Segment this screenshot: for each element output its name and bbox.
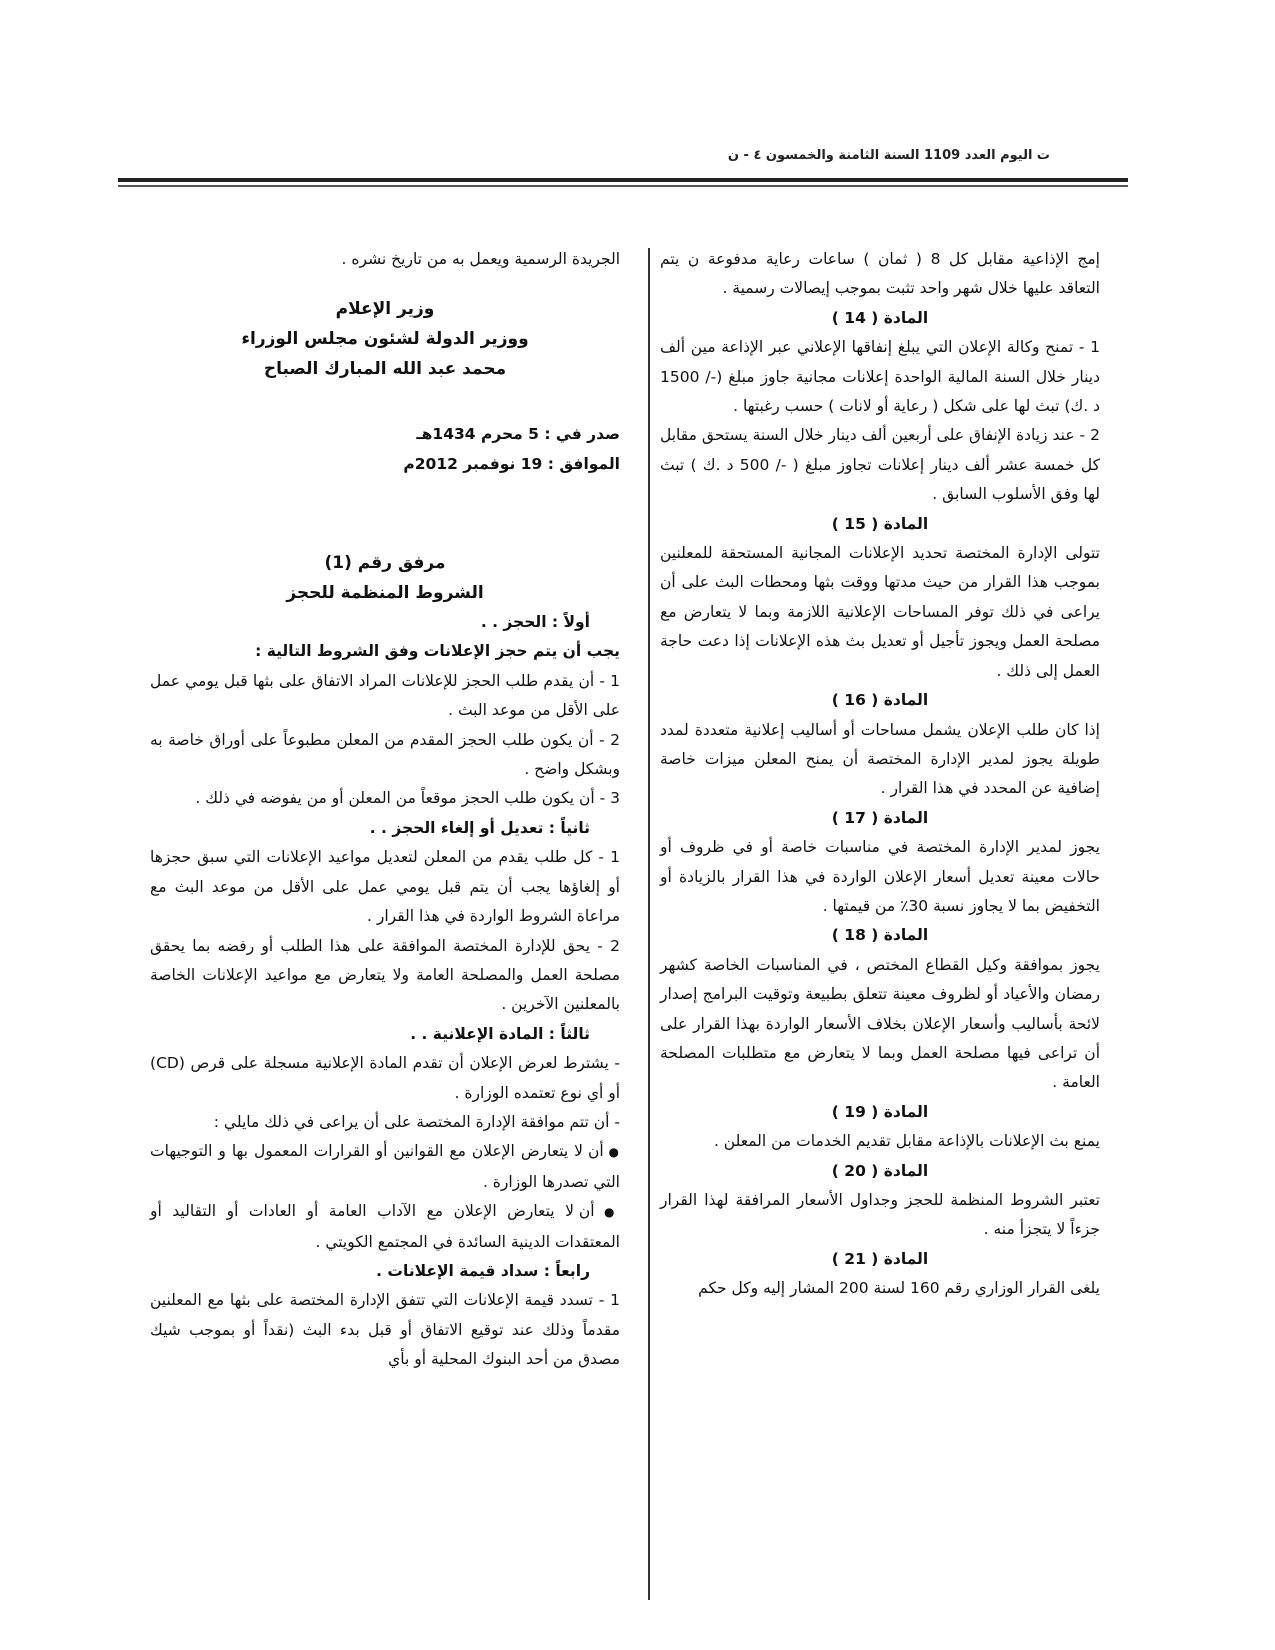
article-heading: المادة ( 18 ) xyxy=(831,926,929,945)
paragraph: - يشترط لعرض الإعلان أن تقدم المادة الإعلانية مسجلة على قرص (CD) أو أي نوع تعتمده الوزارة . xyxy=(150,1054,620,1102)
header-rule xyxy=(118,178,1128,182)
signature-line: محمد عبد الله المبارك الصباح xyxy=(263,359,507,380)
paragraph: يجوز لمدير الإدارة المختصة في مناسبات خاصة أو في ظروف أو حالات معينة تعديل أسعار الإعلان الواردة في هذا القرار بالزيادة أو التخفيض بما لا يجاوز نسبة 30٪ من قيمتها . xyxy=(660,838,1100,915)
header-rule-thin xyxy=(118,185,1128,187)
equivalent-date: الموافق : 19 نوفمبر 2012م xyxy=(403,454,620,473)
left-column xyxy=(150,245,620,1375)
paragraph: - أن تتم موافقة الإدارة المختصة على أن يراعى في ذلك مايلي : xyxy=(213,1112,620,1131)
section-heading: ثالثاً : المادة الإعلانية . . xyxy=(410,1024,590,1043)
paragraph: يمنع بث الإعلانات بالإذاعة مقابل تقديم الخدمات من المعلن . xyxy=(713,1132,1100,1151)
article-heading: المادة ( 15 ) xyxy=(831,514,929,533)
annex-number: مرفق رقم (1) xyxy=(324,553,446,574)
bullet-item: ● أن لا يتعارض الإعلان مع الآداب العامة أو العادات أو التقاليد أو المعتقدات الدينية السائدة في المجتمع الكويتي . xyxy=(150,1197,620,1257)
signature-line: ووزير الدولة لشئون مجلس الوزراء xyxy=(241,329,529,350)
bold-paragraph: يجب أن يتم حجز الإعلانات وفق الشروط التالية : xyxy=(255,642,620,661)
section-heading: رابعاً : سداد قيمة الإعلانات . xyxy=(376,1261,590,1280)
article-heading: المادة ( 21 ) xyxy=(831,1249,929,1268)
paragraph: إذا كان طلب الإعلان يشمل مساحات أو أساليب إعلانية متعددة لمدد طويلة يجوز لمدير الإدارة المختصة أن يمنح المعلن ميزات خاصة إضافية عن المحدد في هذا القرار . xyxy=(660,720,1100,798)
article-heading: المادة ( 20 ) xyxy=(831,1161,929,1180)
gazette-header: ت اليوم العدد 1109 السنة الثامنة والخمسون ٤ - ن xyxy=(727,148,1050,163)
signature-line: وزير الإعلام xyxy=(335,299,435,320)
paragraph: تعتبر الشروط المنظمة للحجز وجداول الأسعار المرافقة لهذا القرار جزءاً لا يتجزأ منه . xyxy=(660,1191,1100,1239)
right-column xyxy=(660,245,1100,1304)
paragraph: إمج الإذاعية مقابل كل 8 ( ثمان ) ساعات رعاية مدفوعة ن يتم التعاقد عليها خلال شهر واحد تثبت بموجب إيصالات رسمية . xyxy=(660,250,1100,298)
signature-block xyxy=(150,294,620,384)
paragraph: 1 - تسدد قيمة الإعلانات التي تتفق الإدارة المختصة على بثها مع المعلنين مقدماً وذلك عند توقيع الاتفاق أو قبل بدء البث (نقداً أو بموجب شيك مصدق من أحد البنوك المحلية أو بأي xyxy=(150,1291,620,1369)
column-divider xyxy=(648,248,650,1600)
article-heading: المادة ( 16 ) xyxy=(831,691,929,710)
article-heading: المادة ( 17 ) xyxy=(831,808,929,827)
annex-title xyxy=(150,549,620,608)
paragraph: يلغى القرار الوزاري رقم 160 لسنة 200 المشار إليه وكل حكم xyxy=(698,1279,1100,1298)
paragraph: 1 - تمنح وكالة الإعلان التي يبلغ إنفاقها الإعلاني عبر الإذاعة مين ألف دينار خلال السنة المالية الواحدة إعلانات مجانية جاوز مبلغ (-/ 1500 د .ك) تبث لها على شكل ( رعاية أو لانات ) حسب رغبتها . xyxy=(660,338,1100,416)
paragraph: 1 - أن يقدم طلب الحجز للإعلانات المراد الاتفاق على بثها قبل يومي عمل على الأقل من موعد البث . xyxy=(150,671,620,720)
issue-date: صدر في : 5 محرم 1434هـ xyxy=(416,425,620,444)
left-top-text: الجريدة الرسمية ويعمل به من تاريخ نشره . xyxy=(341,250,620,268)
article-heading: المادة ( 14 ) xyxy=(831,308,929,327)
article-heading: المادة ( 19 ) xyxy=(831,1102,929,1121)
paragraph: تتولى الإدارة المختصة تحديد الإعلانات المجانية المستحقة للمعلنين بموجب هذا القرار من حيث مدتها ووقت بثها ومحطات البث على أن يراعى في ذلك توفر المساحات الإعلانية اللازمة وبما لا يتعارض مع مصلحة العمل ويجوز تأجيل أو تعديل بث هذه الإعلانات إذا دعت حاجة العمل إلى ذلك . xyxy=(660,544,1100,680)
annex-body xyxy=(150,608,620,1375)
paragraph: 1 - كل طلب يقدم من المعلن لتعديل مواعيد الإعلانات التي سبق حجزها أو إلغاؤها يجب أن يتم قبل يومي عمل على الأقل من موعد البث مع مراعاة الشروط الواردة في هذا القرار . xyxy=(150,848,620,926)
paragraph: 2 - عند زيادة الإنفاق على أربعين ألف دينار خلال السنة يستحق مقابل كل خمسة عشر ألف دينار إعلانات تجاوز مبلغ ( -/ 500 د .ك ) تبث لها وفق الأسلوب السابق . xyxy=(660,426,1100,504)
paragraph: 2 - يحق للإدارة المختصة الموافقة على هذا الطلب أو رفضه بما يحقق مصلحة العمل والمصلحة العامة ولا يتعارض مع مواعيد الإعلانات الخاصة بالمعلنين الآخرين . xyxy=(150,936,620,1014)
annex-heading: الشروط المنظمة للحجز xyxy=(286,582,484,603)
paragraph: يجوز بموافقة وكيل القطاع المختص ، في المناسبات الخاصة كشهر رمضان والأعياد أو لظروف معينة تتعلق بطبيعة وتوقيت البرامج إصدار لائحة بأساليب وأسعار الإعلان بخلاف الأسعار الواردة بهذا القرار على أن تراعى فيها مصلحة العمل وبما لا يتعارض مع متطلبات المصلحة العامة . xyxy=(660,955,1100,1092)
section-heading: ثانياً : تعديل أو إلغاء الحجز . . xyxy=(369,818,590,837)
date-block xyxy=(150,420,620,479)
section-heading: أولاً : الحجز . . xyxy=(480,613,590,632)
paragraph: 2 - أن يكون طلب الحجز المقدم من المعلن مطبوعاً على أوراق خاصة به وبشكل واضح . xyxy=(150,730,620,779)
bullet-item: ● أن لا يتعارض الإعلان مع القوانين أو القرارات المعمول بها و التوجيهات التي تصدرها الوزارة . xyxy=(150,1137,620,1197)
paragraph: 3 - أن يكون طلب الحجز موقعاً من المعلن أو من يفوضه في ذلك . xyxy=(195,789,620,808)
